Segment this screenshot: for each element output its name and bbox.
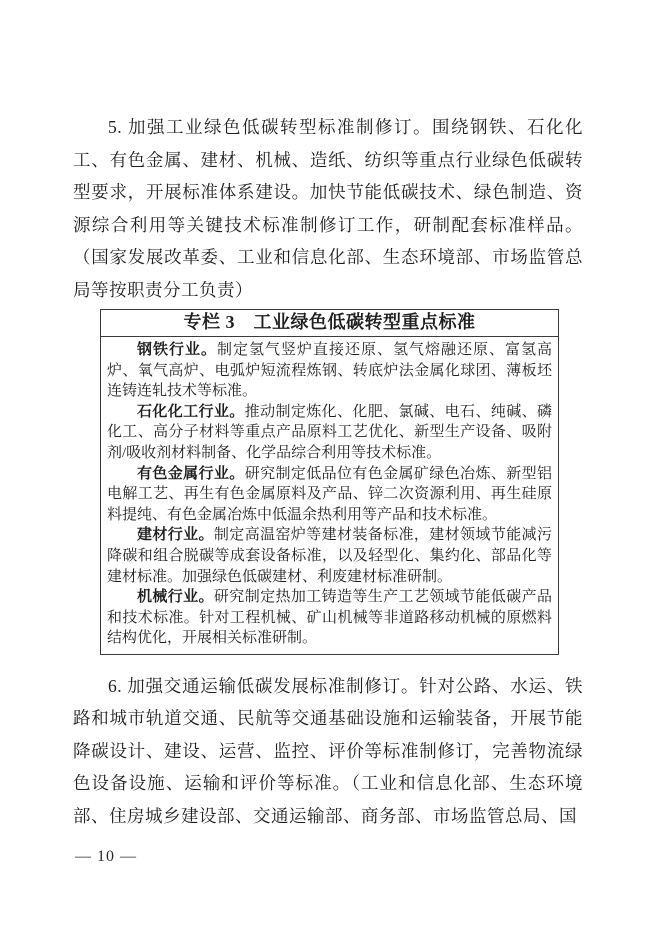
box-section-nonferrous-heading: 有色金属行业。 [137, 465, 245, 482]
box-section-steel-heading: 钢铁行业。 [137, 342, 217, 358]
column-3-box-title: 专栏 3 工业绿色低碳转型重点标准 [101, 310, 558, 337]
column-3-box-body [101, 337, 558, 654]
box-section-nonferrous-text: 研究制定低品位有色金属矿绿色冶炼、新型铝电解工艺、再生有色金属原料及产品、锌二次资源利用、再生硅原料提纯、有色金属冶炼中低温余热利用等产品和技术标准。 [107, 465, 552, 523]
box-section-machinery-heading: 机械行业。 [137, 589, 214, 606]
text-column [73, 0, 583, 832]
box-section-petrochemical-heading: 石化化工行业。 [137, 403, 245, 420]
page-number: — 10 — [75, 848, 137, 865]
box-section-steel-text: 制定氢气竖炉直接还原、氢气熔融还原、富氢高炉、氧气高炉、电弧炉短流程炼钢、转底炉法金属化球团、薄板坯连铸连轧技术等标准。 [107, 342, 552, 400]
column-3-box [100, 309, 559, 655]
box-section-nonferrous [107, 464, 552, 526]
box-section-petrochemical-text: 推动制定炼化、化肥、氯碱、电石、纯碱、磷化工、高分子材料等重点产品原料工艺优化、新型生产设备、吸附剂/吸收剂材料制备、化学品综合利用等技术标准。 [107, 403, 552, 461]
box-section-steel [107, 340, 552, 402]
box-section-petrochemical [107, 402, 552, 464]
paragraph-5: 5. 加强工业绿色低碳转型标准制修订。围绕钢铁、石化化工、有色金属、建材、机械、造纸、纺织等重点行业绿色低碳转型要求，开展标准体系建设。加快节能低碳技术、绿色制造、资源综合利用等关键技术标准制修订工作，研制配套标准样品。（国家发展改革委、工业和信息化部、生态环境部、市场监管总局等按职责分工负责） [73, 117, 583, 300]
box-section-building-materials-heading: 建材行业。 [137, 527, 214, 544]
box-section-machinery [107, 587, 552, 649]
box-section-building-materials-text: 制定高温窑炉等建材装备标准，建材领域节能减污降碳和组合脱碳等成套设备标准，以及轻型化、集约化、部品化等建材标准。加强绿色低碳建材、利废建材标准研制。 [107, 527, 552, 585]
box-section-machinery-text: 研究制定热加工铸造等生产工艺领域节能低碳产品和技术标准。针对工程机械、矿山机械等非道路移动机械的原燃料结构优化，开展相关标准研制。 [107, 589, 552, 647]
box-section-building-materials [107, 525, 552, 587]
paragraph-6: 6. 加强交通运输低碳发展标准制修订。针对公路、水运、铁路和城市轨道交通、民航等交通基础设施和运输装备，开展节能降碳设计、建设、运营、监控、评价等标准制修订，完善物流绿色设备设施、运输和评价等标准。（工业和信息化部、生态环境部、住房城乡建设部、交通运输部、商务部、市场监管总局、国 [73, 675, 583, 826]
